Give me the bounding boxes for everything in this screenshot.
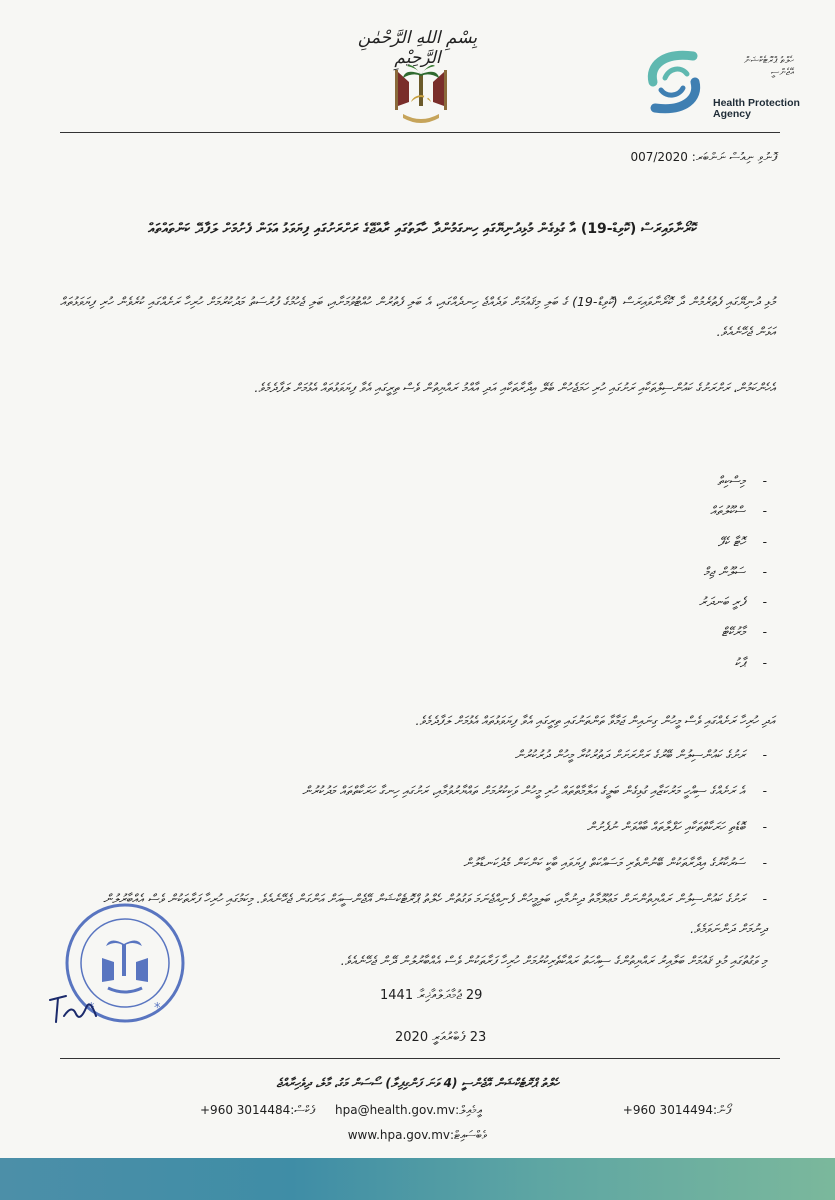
reference-number: 007/2020: [630, 150, 688, 164]
svg-text:*: *: [154, 1001, 161, 1016]
list-item: -ހޮޓާ ކެފޭ: [717, 533, 767, 549]
list-item: -މާރުކޭޓް: [721, 624, 767, 640]
svg-text:*: *: [88, 1001, 95, 1016]
hpa-name-english: Health Protection Agency: [713, 97, 800, 120]
maldives-emblem-icon: [385, 62, 457, 128]
footer-email[interactable]: އީމެއިލް:hpa@health.gov.mv: [335, 1103, 482, 1117]
footer-divider: [60, 1058, 780, 1059]
list-item: -ސަރުކާރުގެ އިދާރާތަކުން ބޭނުންތެރި މަސައްކަތް ފިޔަވައި ބާކީ ކަންކަން މެދުކަނޑާލުން: [463, 855, 767, 870]
hpa-logo-icon: [643, 48, 705, 116]
signature-icon: [46, 986, 102, 1026]
list-item: -އެ ރަށެއްގެ ސިއްހީ މަރުކަޒާއި ގުޅިގެން ބަލީގެ އަލާމާތްތައް ހުރި މީހުން ވަކިކުރުމަށް ތައްޔާރުވުމާއި، ރަށުގައި ހިނގާ ހަރަކާތްތައް މަދުކުރުން: [302, 783, 767, 798]
footer-phone: ފޯން:+960 3014494: [622, 1103, 731, 1117]
body-paragraph: މުޅި ދުނިޔޭގައި ފެތުރެމުން ދާ ކޮރޯނާވައިރަސް (ކޮވިޑް-19) ގެ ބަލި މިޤައުމަށް ވަދެއްޖެ ހިނދެއްގައި، އެ ބަލި ފެތުރުން ހުއްޓުވުމަށާއި، ބަލި ޖެހުމުގެ ފުރުސަތު މަދުކުރުމަށް ހުރިހާ ރަށެއްގައި ކުރެވެން ހުރި ފިޔަވަޅުތައް އަޅަން ޖެހޭނެއެވެ.: [60, 294, 775, 339]
hijri-date: 29 ޖުމާދަލްއާޚިރާ 1441: [380, 988, 483, 1003]
list-item: -ސަލޫން ޖިމް: [703, 563, 767, 579]
list-item: -ފެރީ ބަނދަރު: [699, 594, 767, 610]
footer-address: ހެލްތު ޕްރޮޓެކްޝަން އޭޖެންސީ (4 ވަނަ ފަންގިފިލާ) ސޯސަން މަގު، މާލެ، ދިވެހިރާއްޖެ: [276, 1076, 559, 1090]
places-list: [699, 466, 767, 678]
measures-intro: އަދި ހުރިހާ ރަށެއްގައި ވެސް މީހުން ގިނައިން ޖަމާވާ ތަންތަނުގައި ތިރީގައި އެވާ ފިޔަވަޅުތައް އެޅުމަށް ލަފާދެމެވެ.: [415, 713, 775, 728]
bismillah-calligraphy: بِسْمِ اللهِ الرَّحْمٰنِ الرَّحِيْمِ: [357, 28, 478, 68]
list-item: -ރަށުގެ ކައުންސިލުން ރައްޔިތުންނަށް މަޢުލޫމާތު ދިނުމާއި، ބަލިމީހުން ފެނިއްޖެނަމަ ވަގުތުން ހެލްތު ޕްރޮޓެކްޝަން އޭޖެންސީއަށް އަންގަން ޖެހޭނެއެވެ. މިކަމުގައި ހުރިހާ ފަރާތަކުން ވެސް އެއްބާރުލުން ދިނުމަށް ދަންނަވަމެވެ.: [103, 891, 767, 936]
list-item: -ބޮޑެތި ހަރަކާތްތަކާއި ހަފްލާތައް ބާއްވަން ނުފެށުން: [586, 819, 767, 834]
gregorian-date: 23 ފެބްރުއަރީ 2020: [395, 1030, 487, 1045]
footer-website[interactable]: ވެބްސައިޓް:www.hpa.gov.mv: [347, 1128, 488, 1142]
reference-line: [630, 150, 777, 165]
list-item: -ޕާކު: [734, 654, 767, 670]
footer-fax: ފެކްސް:+960 3014484: [200, 1103, 315, 1117]
list-item: -މިސްކިތް: [717, 473, 767, 488]
body-paragraph: އެހެންކަމުން، ރަށްރަށުގެ ކައުންސިލްތަކާއި ރަށުގައި ހުރި ހަމަޖެހުން ބެލޭ އިދާރާތަކާއި އަދި އާއްމު ރައްޔިތުން ވެސް ތިރީގައި އެވާ ފިޔަވަޅުތައް އެޅުމަށް ލަފާދެމެވެ.: [254, 380, 775, 395]
closing-line: މި ވަގުތުގައި މުޅި ޤައުމަށް ބަލާއިރު ރައްޔިތުންގެ ސިއްހަތު ރައްކާތެރިކުރުމަށް ހުރިހާ ފަރާތަކުން ވެސް އެއްބާރުލުން ދޭން ޖެހޭނެއެވެ.: [340, 953, 767, 968]
hpa-name-dhivehi: ހެލްތު ޕްރޮޓެކްޝަން އޭޖެންސީ: [743, 55, 794, 78]
footer-color-band: [0, 1158, 835, 1200]
reference-label: ފޮނުވި ނިއުސް ނަންބަރ:: [691, 150, 777, 164]
subject-heading: ކޮރޯނާވައިރަސް (ކޮވިޑް-19) އާ ގުޅިގެން މުޅިދުނިޔޭގައި ހިނގަމުންދާ ހާލަތުގައި ރާއްޖޭގެ ރަށްރަށުގައި ފިޔަވަޅު އަޅަން ފެށުމަށް ލަފާދޭ ކަންތައްތައް: [148, 221, 697, 237]
header-divider: [60, 132, 780, 133]
list-item: -ރަށުގެ ކައުންސިލުން ބޭރުގެ ރަށްރަށަށް ދަތުރުކުރާ މީހުން ދުރުކުރުން: [514, 747, 767, 762]
list-item: -ސްކޫލުތައް: [710, 503, 767, 519]
